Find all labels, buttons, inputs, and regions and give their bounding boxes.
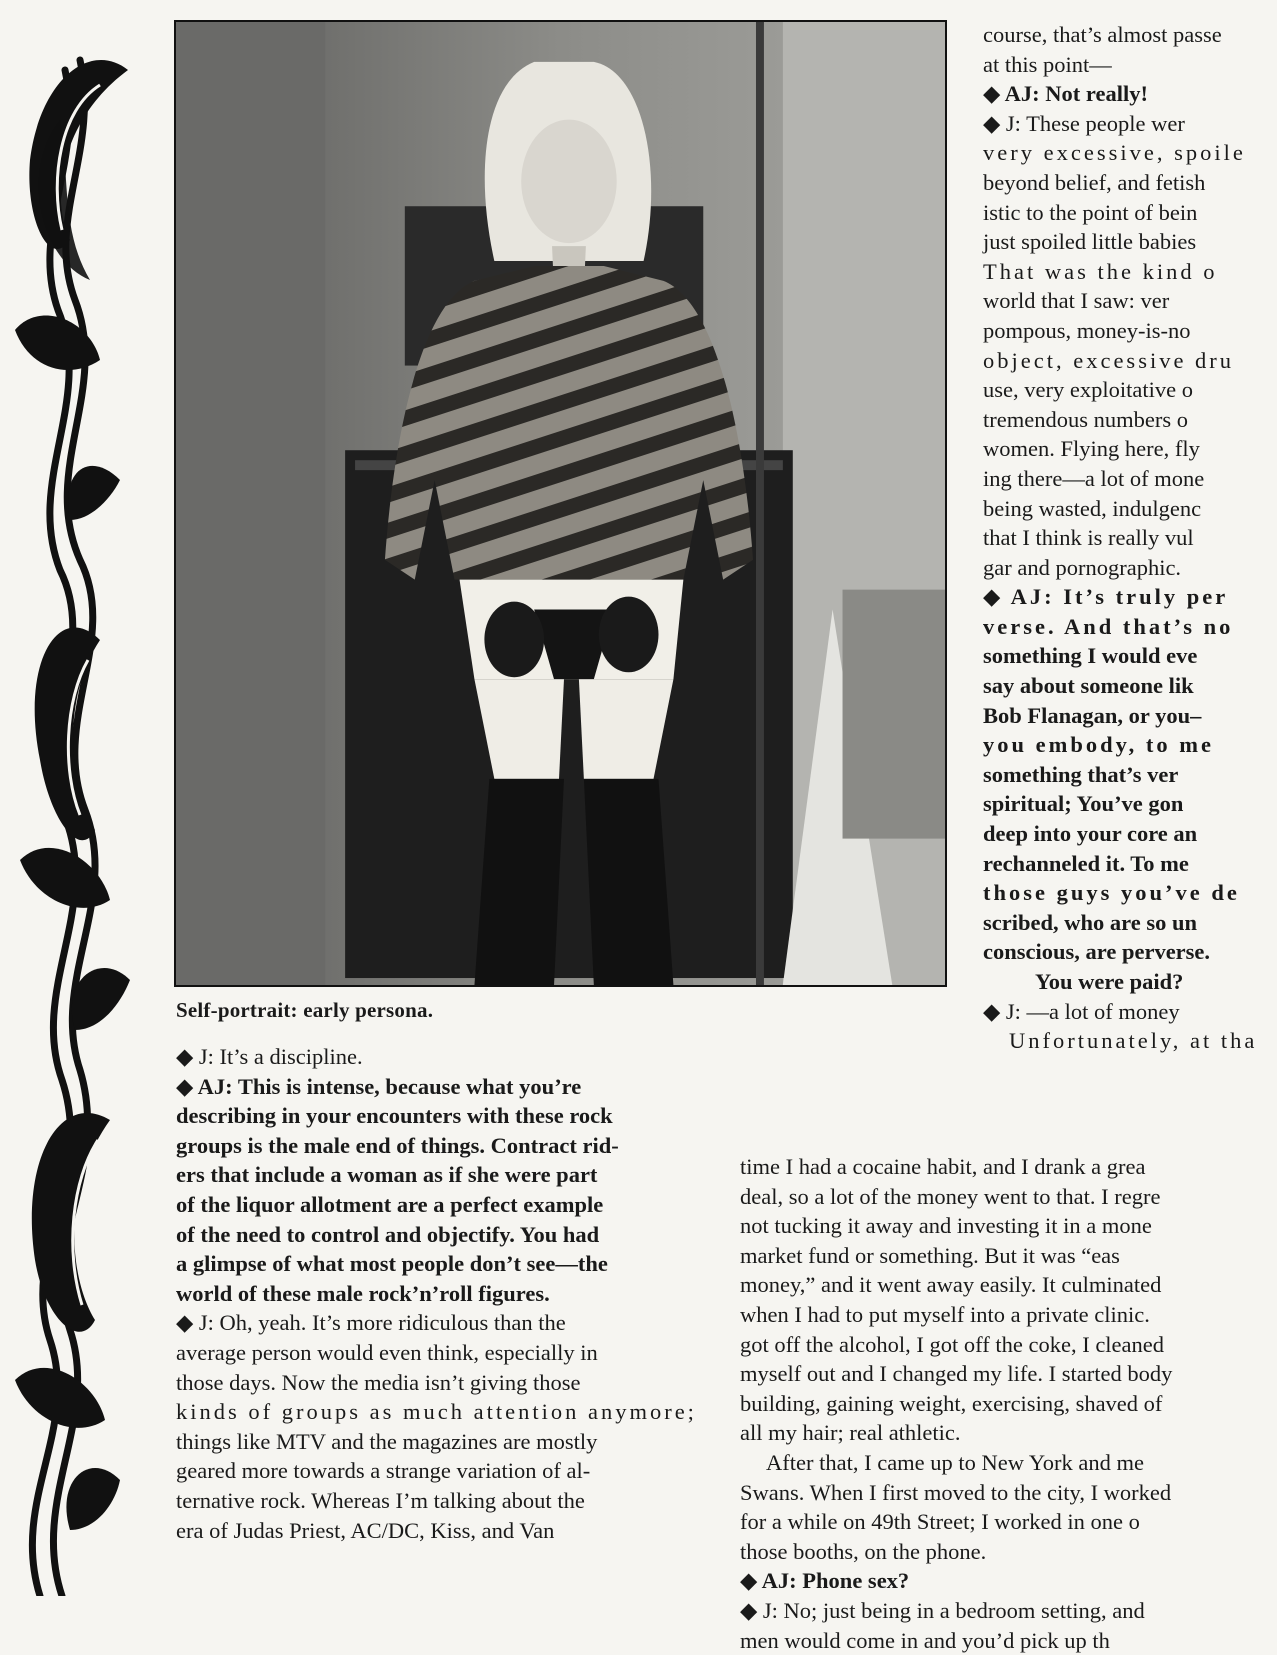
- text-line: ◆ AJ: It’s truly per: [983, 582, 1277, 612]
- text-line: myself out and I changed my life. I started body: [740, 1359, 1277, 1389]
- photo-caption: Self-portrait: early persona.: [176, 998, 433, 1023]
- text-line: world that I saw: ver: [983, 286, 1277, 316]
- text-line: gar and pornographic.: [983, 553, 1277, 583]
- text-line: After that, I came up to New York and me: [740, 1448, 1277, 1478]
- text-line: deep into your core an: [983, 819, 1277, 849]
- paragraph-line: ternative rock. Whereas I’m talking about the: [176, 1486, 699, 1516]
- text-line: pompous, money-is-no: [983, 316, 1277, 346]
- text-line: money,” and it went away easily. It culminated: [740, 1270, 1277, 1300]
- text-line: istic to the point of bein: [983, 198, 1277, 228]
- text-line: You were paid?: [983, 967, 1277, 997]
- text-line: time I had a cocaine habit, and I drank a grea: [740, 1152, 1277, 1182]
- paragraph-line: era of Judas Priest, AC/DC, Kiss, and Van: [176, 1516, 699, 1546]
- text-line: when I had to put myself into a private clinic.: [740, 1300, 1277, 1330]
- photo-image: [176, 22, 945, 985]
- right-column-text: [983, 20, 1277, 1056]
- text-line: Unfortunately, at tha: [983, 1026, 1277, 1056]
- text-line: just spoiled little babies: [983, 227, 1277, 257]
- text-line: something I would eve: [983, 641, 1277, 671]
- paragraph-line: of the need to control and objectify. You had: [176, 1220, 699, 1250]
- paragraph-line: groups is the male end of things. Contract rid-: [176, 1131, 699, 1161]
- paragraph-line: of the liquor allotment are a perfect example: [176, 1190, 699, 1220]
- text-line: That was the kind o: [983, 257, 1277, 287]
- text-line: ◆ AJ: Not really!: [983, 79, 1277, 109]
- paragraph-line: kinds of groups as much attention anymore;: [176, 1397, 699, 1427]
- paragraph-line: world of these male rock’n’roll figures.: [176, 1279, 699, 1309]
- text-line: that I think is really vul: [983, 523, 1277, 553]
- text-line: being wasted, indulgenc: [983, 494, 1277, 524]
- text-line: object, excessive dru: [983, 346, 1277, 376]
- text-line: market fund or something. But it was “eas: [740, 1241, 1277, 1271]
- text-line: conscious, are perverse.: [983, 937, 1277, 967]
- paragraph-line: average person would even think, especially in: [176, 1338, 699, 1368]
- text-line: building, gaining weight, exercising, shaved of: [740, 1389, 1277, 1419]
- text-line: use, very exploitative o: [983, 375, 1277, 405]
- text-line: Swans. When I first moved to the city, I worked: [740, 1478, 1277, 1508]
- text-line: course, that’s almost passe: [983, 20, 1277, 50]
- text-line: very excessive, spoile: [983, 138, 1277, 168]
- text-line: not tucking it away and investing it in a mone: [740, 1211, 1277, 1241]
- text-line: for a while on 49th Street; I worked in one o: [740, 1507, 1277, 1537]
- text-line: you embody, to me: [983, 730, 1277, 760]
- text-line: scribed, who are so un: [983, 908, 1277, 938]
- left-column-text: [176, 1042, 699, 1545]
- text-line: tremendous numbers o: [983, 405, 1277, 435]
- text-line: got off the alcohol, I got off the coke, I cleaned: [740, 1330, 1277, 1360]
- text-line: those guys you’ve de: [983, 878, 1277, 908]
- text-line: ◆ J: —a lot of money: [983, 997, 1277, 1027]
- text-line: say about someone lik: [983, 671, 1277, 701]
- paragraph: ◆ J: It’s a discipline.: [176, 1042, 699, 1072]
- decorative-vine-border: [0, 0, 165, 1596]
- text-line: ◆ AJ: Phone sex?: [740, 1566, 1277, 1596]
- text-line: something that’s ver: [983, 760, 1277, 790]
- text-line: men would come in and you’d pick up th: [740, 1626, 1277, 1655]
- paragraph-line: ◆ AJ: This is intense, because what you’re: [176, 1072, 699, 1102]
- text-line: ing there—a lot of mone: [983, 464, 1277, 494]
- text-line: beyond belief, and fetish: [983, 168, 1277, 198]
- text-line: all my hair; real athletic.: [740, 1418, 1277, 1448]
- text-line: rechanneled it. To me: [983, 849, 1277, 879]
- text-line: those booths, on the phone.: [740, 1537, 1277, 1567]
- paragraph-line: things like MTV and the magazines are mostly: [176, 1427, 699, 1457]
- text-line: verse. And that’s no: [983, 612, 1277, 642]
- text-line: spiritual; You’ve gon: [983, 789, 1277, 819]
- paragraph-line: ◆ J: Oh, yeah. It’s more ridiculous than the: [176, 1308, 699, 1338]
- text-line: ◆ J: These people wer: [983, 109, 1277, 139]
- paragraph-line: geared more towards a strange variation of al-: [176, 1456, 699, 1486]
- paragraph-line: ers that include a woman as if she were part: [176, 1160, 699, 1190]
- text-line: Bob Flanagan, or you–: [983, 701, 1277, 731]
- paragraph-line: describing in your encounters with these rock: [176, 1101, 699, 1131]
- text-line: women. Flying here, fly: [983, 434, 1277, 464]
- paragraph-line: those days. Now the media isn’t giving those: [176, 1368, 699, 1398]
- middle-column-text: [740, 1152, 1277, 1655]
- text-line: deal, so a lot of the money went to that. I regre: [740, 1182, 1277, 1212]
- paragraph-line: a glimpse of what most people don’t see—the: [176, 1249, 699, 1279]
- text-line: ◆ J: No; just being in a bedroom setting, and: [740, 1596, 1277, 1626]
- self-portrait-photo: [174, 20, 947, 987]
- text-line: at this point—: [983, 50, 1277, 80]
